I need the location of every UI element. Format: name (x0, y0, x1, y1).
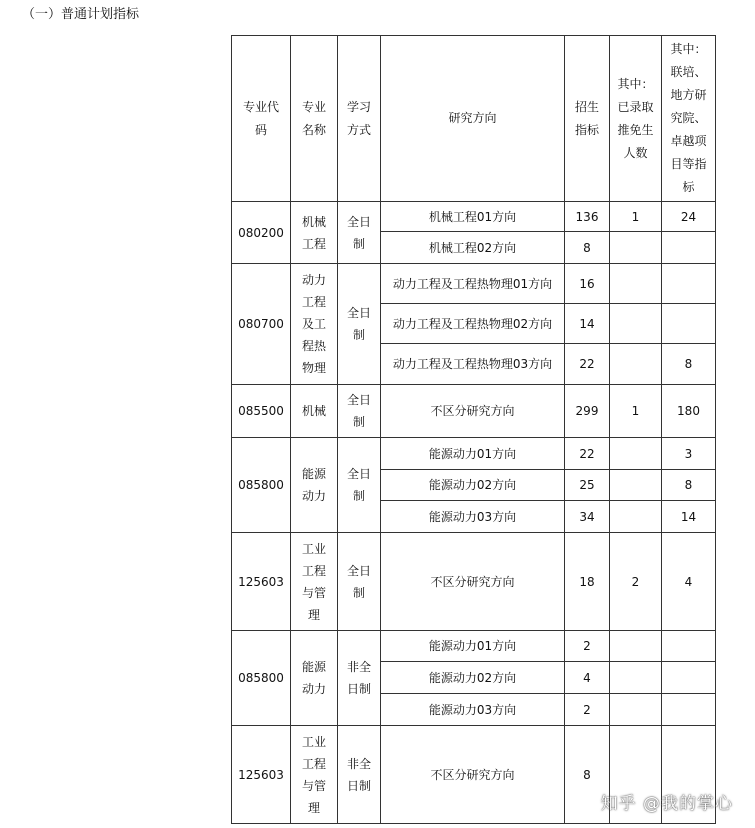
cell-line: 理 (307, 607, 320, 622)
cell-lines (234, 96, 288, 142)
exempt-cell (610, 304, 662, 344)
cell-line: 究院、 (670, 111, 707, 125)
cell-line: 名称 (301, 122, 326, 137)
joint-cell: 180 (662, 385, 716, 438)
joint-cell (662, 662, 716, 694)
major-code-cell: 080200 (232, 202, 291, 264)
major-code-cell: 085800 (232, 438, 291, 533)
major-code-cell: 125603 (232, 726, 291, 824)
study-mode-cell (338, 385, 381, 438)
cell-line: 制 (352, 585, 365, 600)
major-code-cell: 085800 (232, 631, 291, 726)
study-mode-cell (338, 264, 381, 385)
cell-line: 动力 (301, 682, 326, 696)
cell-line: 工程 (301, 236, 326, 251)
cell-line: 程热 (301, 339, 326, 353)
cell-lines (293, 211, 335, 255)
joint-cell: 14 (662, 501, 716, 533)
cell-lines (340, 96, 378, 142)
joint-cell (662, 304, 716, 344)
direction-cell: 能源动力03方向 (381, 694, 565, 726)
exempt-cell: 1 (610, 202, 662, 232)
exempt-cell (610, 232, 662, 264)
quota-cell: 299 (565, 385, 610, 438)
table-row (232, 264, 716, 304)
joint-cell: 4 (662, 533, 716, 631)
joint-cell: 8 (662, 344, 716, 385)
header-row (232, 36, 716, 202)
cell-line: 全日 (346, 214, 371, 229)
cell-line: 工程 (301, 295, 326, 309)
direction-cell: 机械工程01方向 (381, 202, 565, 232)
table-row (232, 385, 716, 438)
header-code (232, 36, 291, 202)
major-code-cell: 080700 (232, 264, 291, 385)
direction-cell: 机械工程02方向 (381, 232, 565, 264)
table-row (232, 631, 716, 662)
exempt-cell (610, 501, 662, 533)
cell-line: 能源 (301, 467, 326, 481)
cell-lines (340, 211, 378, 255)
quota-cell: 136 (565, 202, 610, 232)
quota-cell: 8 (565, 726, 610, 824)
cell-lines (293, 96, 335, 142)
exempt-cell: 1 (610, 385, 662, 438)
cell-line: 制 (352, 236, 365, 251)
cell-line: 动力 (301, 273, 326, 287)
cell-lines (340, 656, 378, 700)
quota-cell: 22 (565, 344, 610, 385)
cell-line: 地方研 (670, 88, 707, 102)
cell-lines (664, 38, 713, 199)
major-name-cell (291, 533, 338, 631)
table-row (232, 533, 716, 631)
cell-lines (567, 96, 607, 142)
direction-cell: 动力工程及工程热物理03方向 (381, 344, 565, 385)
study-mode-cell (338, 726, 381, 824)
direction-cell: 不区分研究方向 (381, 533, 565, 631)
cell-line: 方式 (346, 122, 371, 137)
quota-cell: 14 (565, 304, 610, 344)
cell-line: 专业 (301, 99, 326, 114)
cell-line: 目等指 (670, 157, 707, 171)
cell-line: 制 (352, 489, 365, 503)
cell-line: 及工 (301, 317, 326, 331)
cell-line: 指标 (574, 122, 599, 137)
cell-lines (293, 731, 335, 819)
exempt-cell (610, 470, 662, 501)
cell-lines (340, 753, 378, 797)
cell-line: 与管 (301, 778, 326, 793)
cell-line: 联培、 (670, 65, 707, 79)
joint-cell (662, 264, 716, 304)
header-direction (381, 36, 565, 202)
cell-lines (293, 269, 335, 379)
exempt-cell: 2 (610, 533, 662, 631)
exempt-cell (610, 631, 662, 662)
exempt-cell (610, 344, 662, 385)
study-mode-cell (338, 202, 381, 264)
cell-line: 物理 (301, 361, 326, 375)
study-mode-cell (338, 533, 381, 631)
quota-cell: 8 (565, 232, 610, 264)
cell-line: 制 (352, 328, 365, 342)
cell-lines (340, 302, 378, 346)
direction-cell: 不区分研究方向 (381, 385, 565, 438)
joint-cell (662, 631, 716, 662)
cell-line: 非全 (346, 660, 371, 674)
study-mode-cell (338, 438, 381, 533)
major-code-cell: 085500 (232, 385, 291, 438)
cell-line: 机械 (301, 404, 326, 418)
cell-line: 全日 (346, 306, 371, 320)
direction-cell: 能源动力01方向 (381, 631, 565, 662)
cell-line: 其中： (670, 42, 707, 56)
cell-line: 机械 (301, 214, 326, 229)
cell-line: 推免生 (617, 122, 654, 137)
cell-line: 全日 (346, 467, 371, 481)
cell-line: 工业 (301, 734, 326, 749)
direction-cell: 能源动力02方向 (381, 470, 565, 501)
section-heading: （一）普通计划指标 (22, 7, 140, 22)
major-name-cell (291, 385, 338, 438)
quota-cell: 4 (565, 662, 610, 694)
direction-cell: 动力工程及工程热物理01方向 (381, 264, 565, 304)
quota-cell: 34 (565, 501, 610, 533)
cell-lines (340, 463, 378, 507)
cell-line: 动力 (301, 489, 326, 503)
quota-cell: 22 (565, 438, 610, 470)
cell-line: 理 (307, 800, 320, 815)
cell-lines (612, 73, 659, 165)
direction-cell: 能源动力03方向 (381, 501, 565, 533)
table-row (232, 438, 716, 470)
joint-cell: 24 (662, 202, 716, 232)
cell-line: 工业 (301, 541, 326, 556)
cell-line: 全日 (346, 563, 371, 578)
joint-cell: 3 (662, 438, 716, 470)
major-code-cell: 125603 (232, 533, 291, 631)
header-quota (565, 36, 610, 202)
quota-cell: 25 (565, 470, 610, 501)
major-name-cell (291, 438, 338, 533)
cell-lines (340, 560, 378, 604)
cell-line: 标 (682, 180, 695, 194)
direction-cell: 能源动力01方向 (381, 438, 565, 470)
table-row (232, 202, 716, 232)
major-name-cell (291, 631, 338, 726)
cell-lines (293, 463, 335, 507)
cell-lines (293, 538, 335, 626)
exempt-cell (610, 438, 662, 470)
major-name-cell (291, 202, 338, 264)
quota-cell: 18 (565, 533, 610, 631)
cell-line: 日制 (346, 682, 371, 696)
cell-line: 学习 (346, 99, 371, 114)
exempt-cell (610, 694, 662, 726)
cell-line: 全日 (346, 393, 371, 407)
direction-cell: 动力工程及工程热物理02方向 (381, 304, 565, 344)
exempt-cell (610, 662, 662, 694)
cell-lines (293, 656, 335, 700)
study-mode-cell (338, 631, 381, 726)
direction-cell: 不区分研究方向 (381, 726, 565, 824)
joint-cell (662, 232, 716, 264)
joint-cell: 8 (662, 470, 716, 501)
direction-cell: 能源动力02方向 (381, 662, 565, 694)
cell-line: 其中： (617, 76, 654, 91)
cell-line: 人数 (623, 145, 648, 160)
cell-line: 工程 (301, 563, 326, 578)
cell-line: 工程 (301, 756, 326, 771)
cell-line: 与管 (301, 585, 326, 600)
major-name-cell (291, 726, 338, 824)
major-name-cell (291, 264, 338, 385)
cell-line: 研究方向 (448, 111, 497, 125)
quota-cell: 2 (565, 631, 610, 662)
header-joint (662, 36, 716, 202)
watermark: 知乎 @我的掌心 (600, 794, 733, 814)
cell-line: 专业代 (242, 99, 279, 114)
header-name (291, 36, 338, 202)
table-body (232, 36, 716, 824)
quota-cell: 16 (565, 264, 610, 304)
exempt-cell (610, 264, 662, 304)
cell-line: 制 (352, 415, 365, 429)
cell-line: 已录取 (617, 99, 654, 114)
cell-line: 非全 (346, 756, 371, 771)
header-exempt (610, 36, 662, 202)
cell-line: 招生 (574, 99, 599, 114)
cell-lines (293, 400, 335, 422)
cell-line: 能源 (301, 660, 326, 674)
cell-line: 码 (254, 122, 267, 137)
cell-line: 卓越项 (670, 134, 707, 148)
cell-line: 日制 (346, 778, 371, 793)
joint-cell (662, 694, 716, 726)
header-mode (338, 36, 381, 202)
cell-lines (383, 107, 562, 130)
quota-cell: 2 (565, 694, 610, 726)
cell-lines (340, 389, 378, 433)
enrollment-plan-table (231, 35, 716, 824)
